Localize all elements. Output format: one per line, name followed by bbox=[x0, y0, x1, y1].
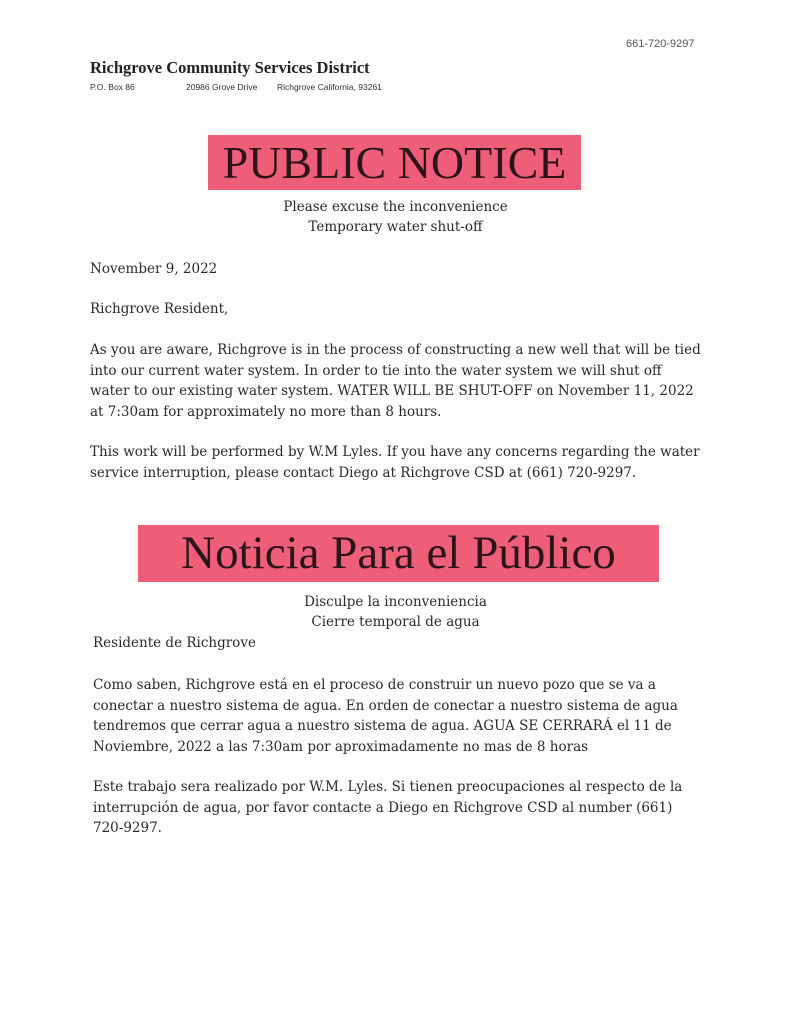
english-body-paragraph-2: This work will be performed by W.M Lyles. If you have any concerns regarding the water service interruption, please contact Diego at Richgrove CSD at (661) 720-9297. bbox=[90, 444, 700, 481]
header-phone: 661-720-9297 bbox=[626, 38, 695, 50]
spanish-salutation: Residente de Richgrove bbox=[93, 635, 256, 651]
address-po-box: P.O. Box 86 bbox=[90, 82, 135, 92]
english-subtitle-2: Temporary water shut-off bbox=[308, 219, 483, 235]
address-street: 20986 Grove Drive bbox=[186, 82, 258, 92]
english-subtitle-1: Please excuse the inconvenience bbox=[283, 199, 508, 215]
spanish-body-paragraph-1: Como saben, Richgrove está en el proceso de construir un nuevo pozo que se va a conectar a nuestro sistema de agua. En orden de conectar a nuestro sistema de agua tendremos que cerrar agua a nuestro sistema de agua. AGUA SE CERRARÁ el 11 de Noviembre, 2022 a las 7:30am por aproximadamente no mas de 8 horas bbox=[93, 677, 678, 755]
notice-date: November 9, 2022 bbox=[90, 261, 218, 277]
english-salutation: Richgrove Resident, bbox=[90, 301, 229, 317]
public-notice-banner: PUBLIC NOTICE bbox=[208, 135, 581, 190]
address-city: Richgrove California, 93261 bbox=[277, 82, 382, 92]
english-body-paragraph-1: As you are aware, Richgrove is in the process of constructing a new well that will be tied into our current water system. In order to tie into the water system we will shut off water to our existing water system. WATER WILL BE SHUT-OFF on November 11, 2022 at 7:30am for approximately no more than 8 hours. bbox=[90, 342, 701, 420]
spanish-body-paragraph-2: Este trabajo sera realizado por W.M. Lyles. Si tienen preocupaciones al respecto de la interrupción de agua, por favor contacte a Diego en Richgrove CSD al number (661) 720-9297. bbox=[93, 779, 683, 836]
spanish-subtitle-2: Cierre temporal de agua bbox=[311, 614, 480, 630]
organization-name: Richgrove Community Services District bbox=[90, 58, 370, 77]
noticia-publico-banner: Noticia Para el Público bbox=[138, 525, 659, 582]
spanish-subtitle-1: Disculpe la inconveniencia bbox=[304, 594, 487, 610]
